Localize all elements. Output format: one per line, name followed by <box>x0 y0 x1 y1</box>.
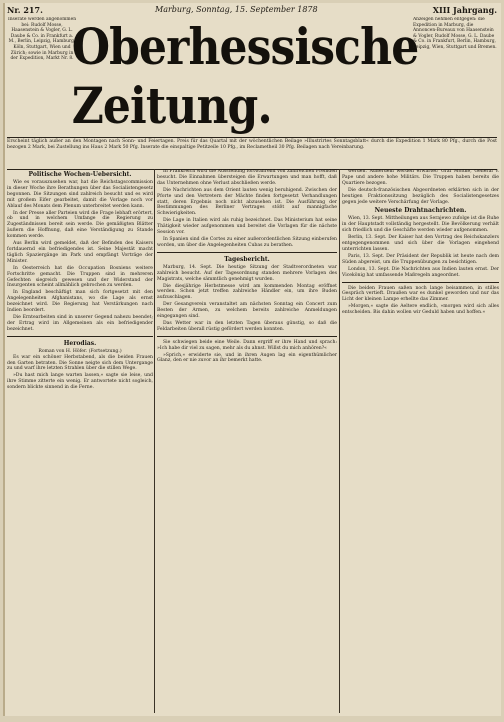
paragraph: werden. Außerdem werden erwartet: Graf Moltke, General v. Pape und andere hohe Militärs. Die Truppen haben bereits die Quartiere bezogen. <box>342 169 499 186</box>
ear-left: Inserate werden angenommen bei: Rudolf Mosse, Haasenstein & Vogler, G. L. Daube & Co. in Frankfurt a. M., Berlin, Leipzig, Hamburg, Köln, Stuttgart, Wien und Zürich; sowie in Marburg in der Expedition, Markt Nr. 8. <box>7 17 77 62</box>
newspaper-page <box>3 3 501 716</box>
column-rule <box>339 169 340 713</box>
paragraph: Paris, 13. Sept. Der Präsident der Republik ist heute nach dem Süden abgereist, um die Truppenübungen zu besichtigen. <box>342 253 499 265</box>
subscription-notice: Erscheint täglich außer an den Montagen nach Sonn- und Feiertagen. Preis für das Quartal mit der wöchentlichen Beilage »Illustrirtes Sonntagsblatt« durch die Expedition 1 Mark 80 Pfg., durch die Post bezogen 2 Mark, bei Zustellung ins Haus 2 Mark 50 Pfg. Inserate die einspaltige Petitzeile 10 Pfg., im Reclametheil 30 Pfg. Beilagen nach Vereinbarung. <box>7 137 497 170</box>
paragraph: Der Gesangverein veranstaltet am nächsten Sonntag ein Concert zum Besten der Armen, zu welchem bereits zahlreiche Anmeldungen eingegangen sind. <box>157 302 337 320</box>
section-heading: Tagesbericht. <box>224 255 270 263</box>
paragraph: Das Wetter war in den letzten Tagen überaus günstig, so daß die Feldarbeiten überall rüstig gefördert werden konnten. <box>157 320 337 332</box>
divider <box>7 336 153 337</box>
paragraph: Berlin, 13. Sept. Der Kaiser hat den Vortrag des Reichskanzlers entgegengenommen und sich über die Vorlagen eingehend unterrichten lassen. <box>342 235 499 252</box>
paragraph: In England beschäftigt man sich fortgesetzt mit den Angelegenheiten Afghanistans, wo die Lage als ernst bezeichnet wird. Die Regierung hat Verstärkungen nach Indien beordert. <box>7 290 153 314</box>
paragraph: Die Erntearbeiten sind in unserer Gegend nahezu beendet; der Ertrag wird im Allgemeinen als ein befriedigender bezeichnet. <box>7 314 153 332</box>
paragraph: Die beiden Frauen saßen noch lange beisammen, in stilles Gespräch vertieft. Draußen war es dunkel geworden und nur das Licht der kleinen Lampe erhellte das Zimmer. <box>342 285 499 303</box>
paragraph: London, 13. Sept. Die Nachrichten aus Indien lauten ernst. Der Vicekönig hat umfassende Maßregeln angeordnet. <box>342 266 499 278</box>
column-1 <box>7 169 153 713</box>
paragraph: Die Lage in Italien wird als ruhig bezeichnet. Das Ministerium hat seine Thätigkeit wieder aufgenommen und bereitet die Vorlagen für die nächste Session vor. <box>157 218 337 236</box>
masthead-title: Oberhessische Zeitung. <box>71 17 419 135</box>
paragraph: In Frankreich wird die Ausstellung fortwährend von zahlreichen Fremden besucht. Die Einnahmen übersteigen die Erwartungen und man hofft, daß das Unternehmen ohne Verlust abschließen werde. <box>157 169 337 186</box>
issue-date: Marburg, Sonntag, 15. September 1878 <box>155 5 318 14</box>
column-rule <box>154 169 155 713</box>
paragraph: Sie schwiegen beide eine Weile. Dann ergriff er ihre Hand und sprach: »Ich habe dir viel zu sagen, mehr als du ahnst. Willst du mich anhören?« <box>157 339 337 351</box>
dateline <box>5 3 501 17</box>
section-heading: Neueste Drahtnachrichten. <box>374 207 467 215</box>
feuilleton-title: Herodias. <box>63 339 97 347</box>
paragraph: Die Nachrichten aus dem Orient lauten wenig beruhigend. Zwischen der Pforte und den Vertretern der Mächte finden fortgesetzt Verhandlungen statt, deren Ergebnis noch nicht abzusehen ist. Die Ausführung der Bestimmungen des Berliner Vertrages stößt auf mannigfache Schwierigkeiten. <box>157 187 337 217</box>
paragraph: Die diesjährige Herbstmesse wird am kommenden Montag eröffnet werden. Schon jetzt treffen zahlreiche Händler ein, um ihre Buden aufzuschlagen. <box>157 283 337 301</box>
paragraph: »Du hast mich lange warten lassen,« sagte sie leise, und ihre Stimme zitterte ein wenig. Er antwortete nicht sogleich, sondern blickte sinnend in die Ferne. <box>7 373 153 391</box>
section-heading: Politische Wochen-Uebersicht. <box>28 171 132 178</box>
paragraph: Aus Berlin wird gemeldet, daß der Befinden des Kaisers fortdauernd ein befriedigendes ist. Seine Majestät macht täglich Spaziergänge im Park und empfängt Vorträge der Minister. <box>7 241 153 264</box>
paragraph: Marburg, 14. Sept. Die heutige Sitzung der Stadtverordneten war zahlreich besucht. Auf der Tagesordnung standen mehrere Vorlagen des Magistrats, welche sämmtlich genehmigt wurden. <box>157 264 337 282</box>
paragraph: Wien, 13. Sept. Mittheilungen aus Serajewo zufolge ist die Ruhe in der Hauptstadt vollständig hergestellt. Die Bevölkerung verhält sich friedlich und die Geschäfte werden wieder aufgenommen. <box>342 216 499 234</box>
issue-number: Nr. 217. <box>7 5 43 15</box>
ear-right: Anzeigen nehmen entgegen: die Expedition in Marburg, die Annoncen-Bureaux von Haasenstein & Vogler, Rudolf Mosse, G. L. Daube & Co. in Frankfurt, Berlin, Hamburg, Leipzig, Wien, Stuttgart und Bremen. <box>413 17 497 50</box>
column-3 <box>342 169 499 713</box>
feuilleton-byline: Roman von H. Höfer. (Fortsetzung.) <box>38 348 122 354</box>
volume-year: XIII Jahrgang. <box>432 5 497 15</box>
paragraph: Wie es vorauszusehen war, hat die Reichstagscommission in dieser Woche ihre Berathungen über das Socialistengesetz begonnen. Die Sitzungen sind zahlreich besucht und es wird mit großem Eifer gearbeitet, damit die Vorlage noch vor Ablauf des Monats dem Plenum unterbreitet werden kann. <box>7 180 153 209</box>
paragraph: In der Presse aller Parteien wird die Frage lebhaft erörtert, ob und in welchem Umfange die Regierung zu Zugeständnissen bereit sein werde. Die gemäßigten Blätter äußern die Hoffnung, daß eine Verständigung zu Stande kommen werde. <box>7 210 153 240</box>
paragraph: Die deutsch-französischen Abgeordneten erklärten sich in der heutigen Fraktionssitzung bezüglich des Socialistengesetzes gegen jede weitere Verschärfung der Vorlage. <box>342 187 499 205</box>
divider <box>342 282 499 283</box>
paragraph: »Morgen,« sagte die Aeltere endlich, »morgen wird sich alles entscheiden. Bis dahin wollen wir Geduld haben und hoffen.« <box>342 304 499 316</box>
divider <box>157 336 337 337</box>
paragraph: In Spanien sind die Cortes zu einer außerordentlichen Sitzung einberufen worden, um über die Angelegenheiten Cubas zu berathen. <box>157 236 337 248</box>
paragraph: »Sprich,« erwiderte sie, und in ihren Augen lag ein eigenthümlicher Glanz, den er nie zuvor an ihr bemerkt hatte. <box>157 352 337 364</box>
column-2 <box>157 169 337 713</box>
paragraph: Es war ein schöner Herbstabend, als die beiden Frauen den Garten betraten. Die Sonne neigte sich dem Untergange zu und warf ihre letzten Strahlen über die stillen Wege. <box>7 354 153 372</box>
paragraph: In Oesterreich hat die Occupation Bosniens weitere Fortschritte gemacht. Die Truppen sind in mehreren Gefechten siegreich gewesen und der Widerstand der Insurgenten scheint allmählich gebrochen zu werden. <box>7 265 153 289</box>
divider <box>157 252 337 253</box>
